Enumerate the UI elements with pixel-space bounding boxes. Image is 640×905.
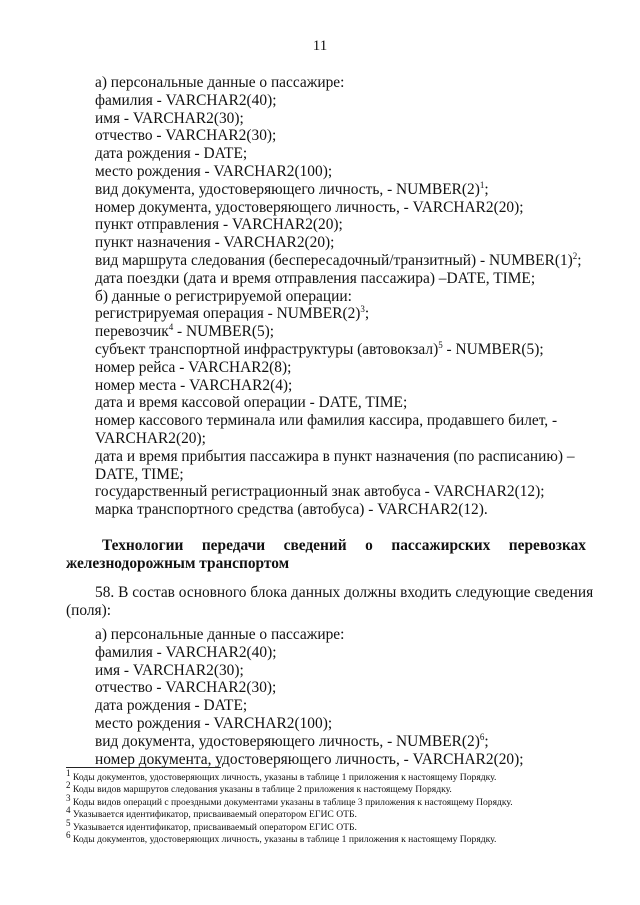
field-line: DATE, TIME;	[95, 465, 184, 483]
field-line-reg-op: регистрируемая операция - $NUMBER(2)^3$;	[95, 304, 370, 323]
field-line: отчество - VARCHAR2(30);	[95, 127, 277, 145]
footnote-ref: 2	[572, 250, 578, 261]
heading-word: передачи	[201, 537, 266, 554]
field-line: пункт назначения - VARCHAR2(20);	[95, 234, 335, 252]
field-line: дата и время прибытия пассажира в пункт назначения (по расписанию) –	[95, 447, 575, 465]
heading-word: о	[365, 537, 373, 554]
paragraph-line: (поля):	[66, 601, 112, 619]
footnote-number: 4	[66, 805, 71, 816]
footnote-number: 1	[66, 767, 71, 778]
subsection-heading: б) данные о регистрируемой операции:	[95, 287, 352, 305]
field-line: имя - VARCHAR2(30);	[95, 661, 244, 679]
heading-word: сведений	[283, 537, 347, 554]
field-line: а) персональные данные о пассажире:	[95, 74, 345, 91]
footnotes	[66, 767, 596, 846]
field-line: номер рейса - VARCHAR2(8);	[95, 358, 292, 376]
field-line: имя - VARCHAR2(30);	[95, 109, 244, 127]
field-line: фамилия - VARCHAR2(40);	[95, 643, 277, 661]
field-line: номер места - VARCHAR2(4);	[95, 376, 293, 394]
footnote-number: 3	[66, 792, 71, 803]
passenger-data-block-1	[95, 74, 585, 519]
paragraph-line: 58. В состав основного блока данных должны входить следующие сведения	[95, 584, 594, 601]
field-line-subject: субъект транспортной инфраструктуры (автовокзал)$^5$ - NUMBER(5);	[95, 339, 544, 358]
field-line: марка транспортного средства (автобуса) - VARCHAR2(12).	[95, 501, 488, 519]
footnote-ref: 6	[479, 731, 485, 742]
heading-word: перевозках	[508, 537, 586, 554]
field-line: дата рождения - DATE;	[95, 145, 248, 163]
field-line: государственный регистрационный знак автобуса - VARCHAR2(12);	[95, 483, 545, 501]
passenger-data-block-2	[95, 626, 585, 768]
footnote-divider	[66, 767, 221, 768]
field-line: место рождения - VARCHAR2(100);	[95, 162, 333, 180]
footnote: $^2$ Коды видов маршрутов следования указаны в таблице 2 приложения к настоящему Порядку.	[66, 780, 452, 796]
field-line: VARCHAR2(20);	[95, 429, 206, 447]
field-line: дата рождения - DATE;	[95, 697, 248, 715]
field-line: а) персональные данные о пассажире:	[95, 626, 345, 643]
footnote: $^3$ Коды видов операций с проездными документами указаны в таблице 3 приложения к настоящему Порядку.	[66, 792, 513, 808]
field-line: дата поездки (дата и время отправления пассажира) –DATE, TIME;	[95, 269, 536, 287]
paragraph-58	[66, 584, 594, 620]
field-line: номер документа, удостоверяющего личность, - VARCHAR2(20);	[95, 198, 524, 216]
heading-word: пассажирских	[391, 537, 491, 554]
field-line: номер документа, удостоверяющего личность, - VARCHAR2(20);	[95, 750, 524, 768]
field-line: место рождения - VARCHAR2(100);	[95, 714, 333, 732]
field-line-carrier: перевозчик$^4$ - NUMBER(5);	[95, 322, 275, 341]
field-line-doc-type: вид документа, удостоверяющего личность, - $NUMBER(2)^1$;	[95, 179, 489, 198]
footnote: $^5$ Указывается идентификатор, присваиваемый оператором ЕГИС ОТБ.	[66, 817, 357, 833]
field-line: номер кассового терминала или фамилия кассира, продавшего билет, -	[95, 412, 558, 430]
footnote-number: 2	[66, 780, 71, 791]
field-line-doc-type: вид документа, удостоверяющего личность, - $NUMBER(2)^6$;	[95, 731, 489, 750]
field-line: дата и время кассовой операции - DATE, TIME;	[95, 394, 408, 412]
heading-word: Технологии	[102, 537, 184, 554]
footnote-number: 6	[66, 829, 71, 840]
field-line: пункт отправления - VARCHAR2(20);	[95, 216, 343, 234]
footnote: $^6$ Коды документов, удостоверяющих личность, указаны в таблице 1 приложения к настоящему Порядку.	[66, 829, 497, 846]
footnote: $^4$ Указывается идентификатор, присваиваемый оператором ЕГИС ОТБ.	[66, 805, 357, 821]
footnote-ref: 4	[168, 322, 174, 333]
footnote-ref: 5	[438, 339, 443, 350]
field-line-route-type: вид маршрута следования (беспересадочный/транзитный) - $NUMBER(1)^2$;	[95, 250, 582, 269]
section-heading	[66, 537, 586, 573]
field-line: фамилия - VARCHAR2(40);	[95, 91, 277, 109]
heading-line-2: железнодорожным транспортом	[66, 554, 290, 572]
footnote-number: 5	[66, 817, 71, 828]
footnote-ref: 1	[479, 179, 485, 190]
page-number: 11	[312, 38, 328, 54]
footnote: $^1$ Коды документов, удостоверяющих личность, указаны в таблице 1 приложения к настоящему Порядку.	[66, 767, 497, 783]
field-line: отчество - VARCHAR2(30);	[95, 679, 277, 697]
footnote-ref: 3	[360, 304, 365, 315]
